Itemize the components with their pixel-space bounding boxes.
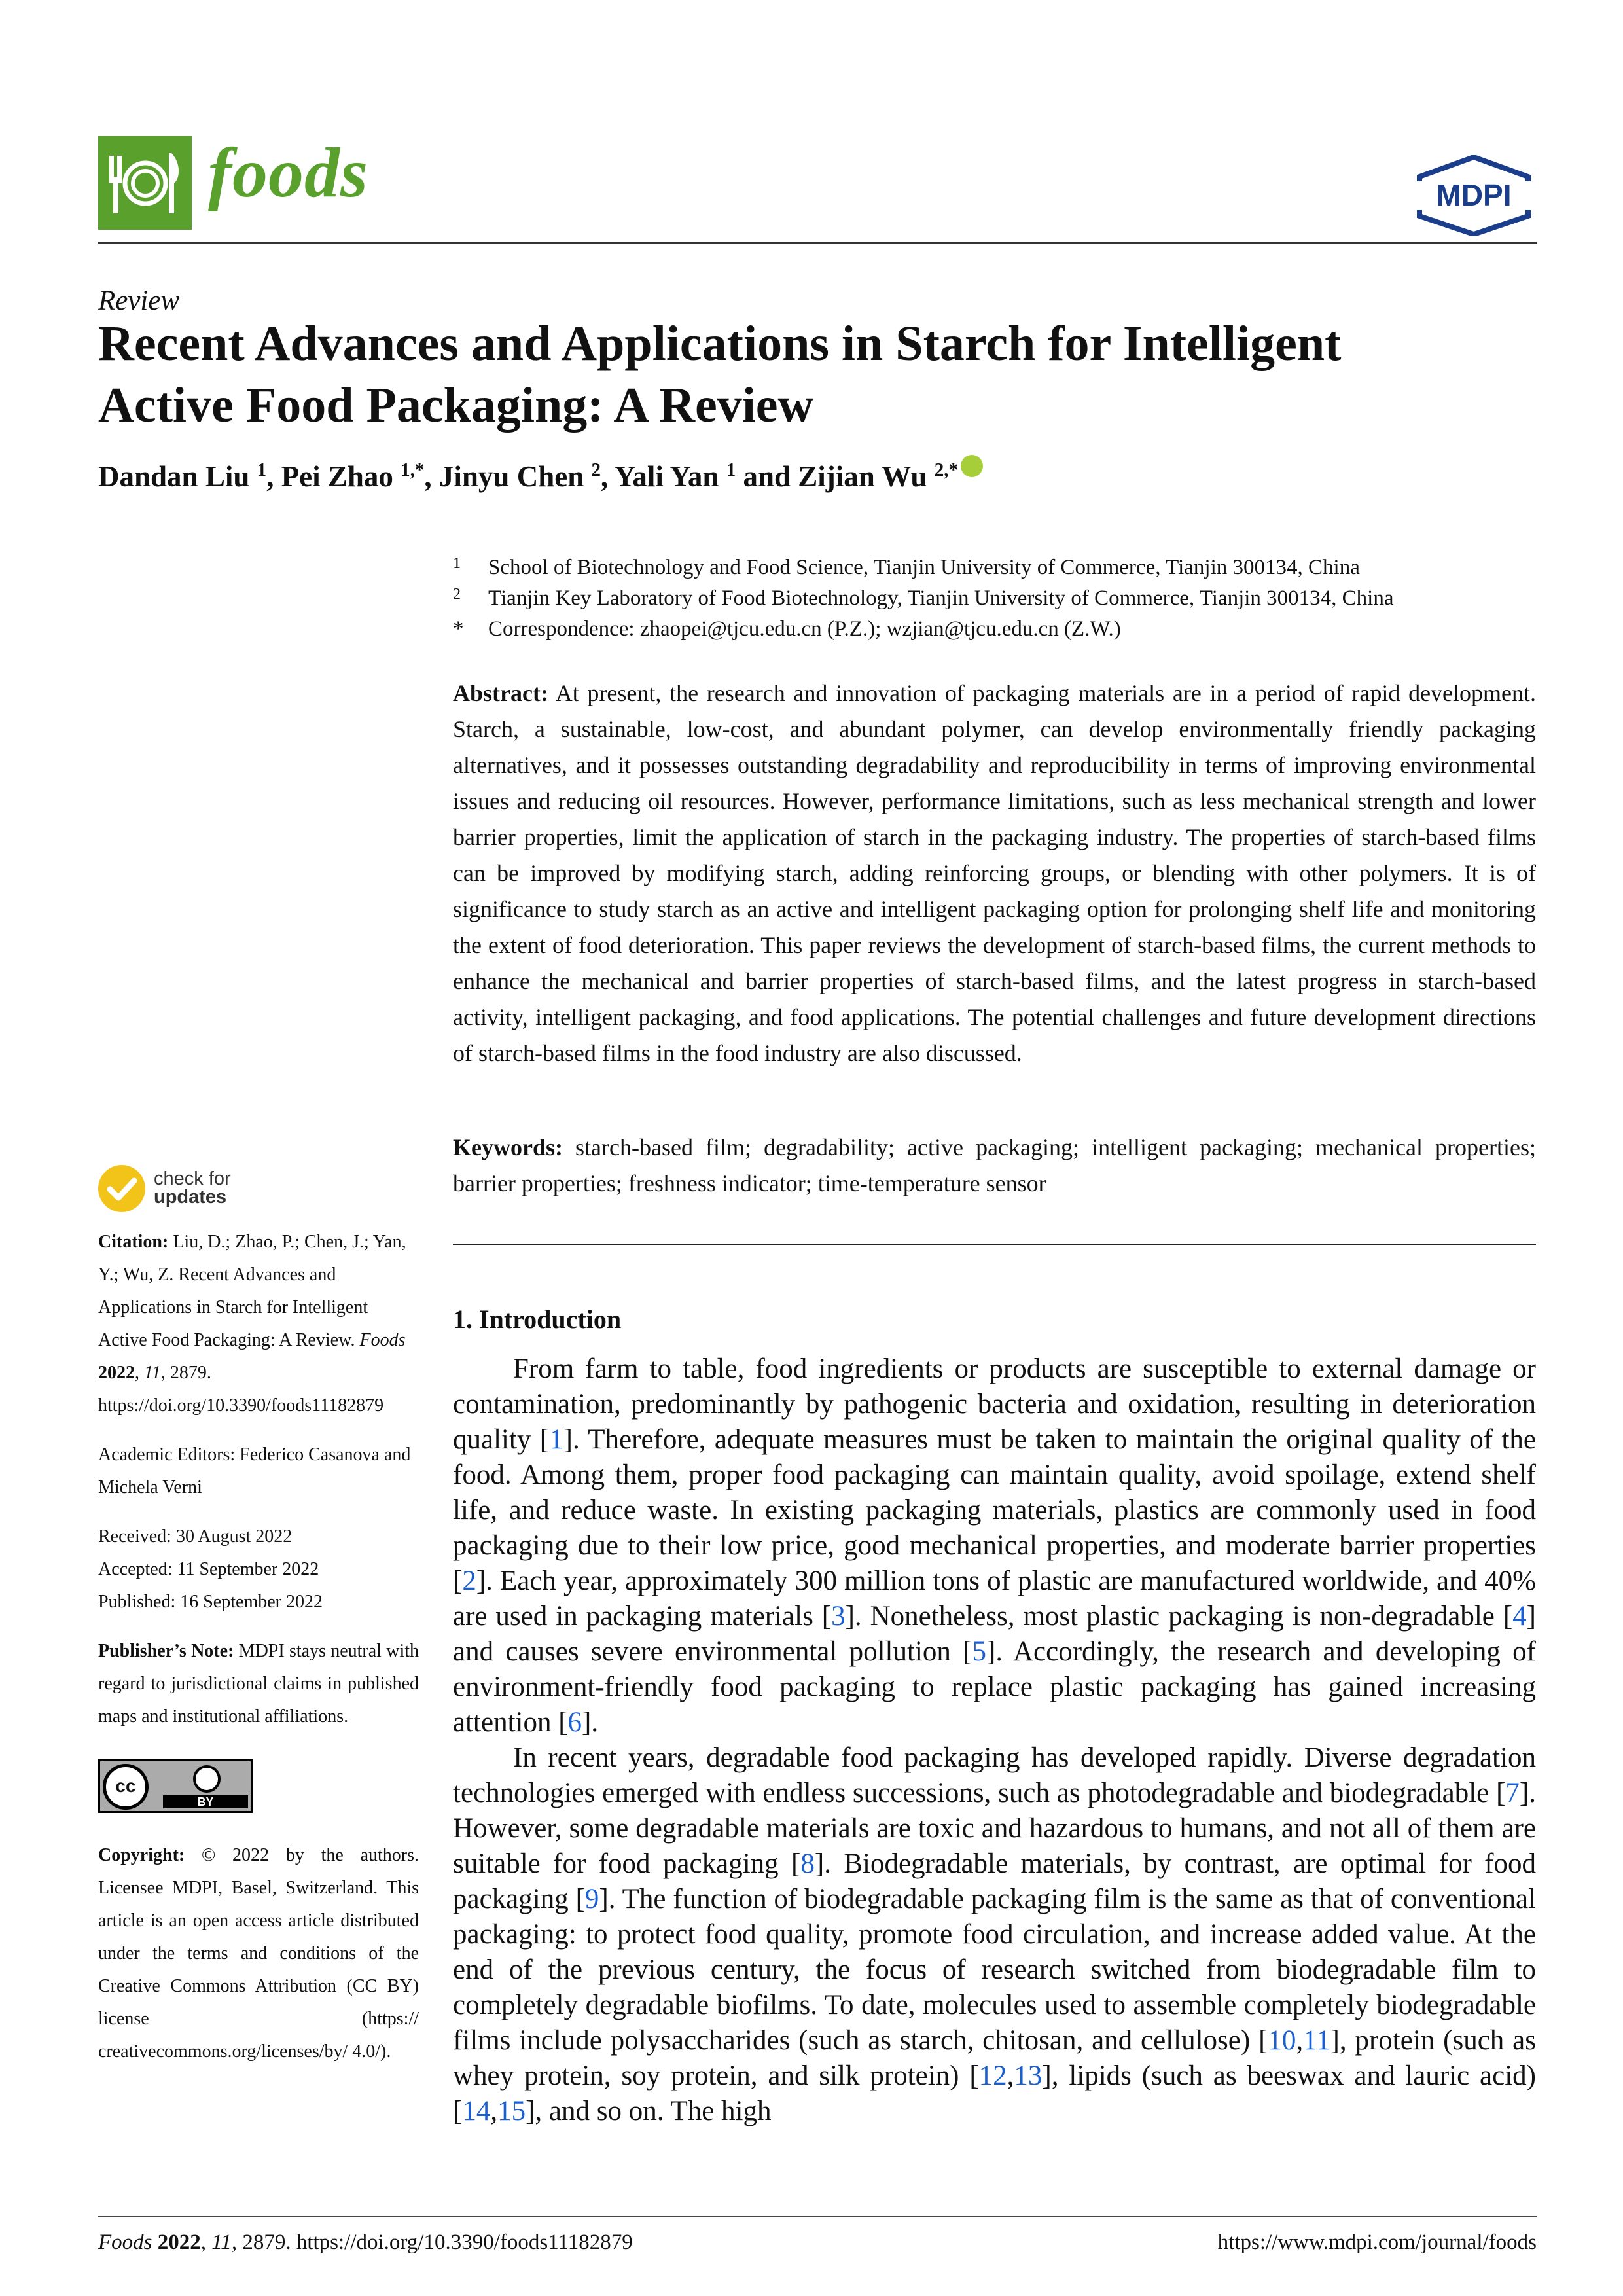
check-for-updates-line2: updates <box>154 1187 227 1208</box>
cc-icon: cc <box>103 1764 149 1810</box>
sidebar <box>98 1226 419 2068</box>
citation-link[interactable]: 3 <box>831 1601 846 1632</box>
body-text-run: ]. Biodegradable materials, by contrast, are optimal for food packaging [ <box>453 1848 1536 1914</box>
affiliations <box>453 553 1539 645</box>
academic-editors: Academic Editors: Federico Casanova and Michela Verni <box>98 1444 411 1498</box>
body-text-run: ], and so on. The high <box>526 2096 772 2126</box>
orcid-icon[interactable] <box>961 455 983 477</box>
author-name[interactable]: Yali Yan <box>614 460 719 493</box>
citation-link[interactable]: 5 <box>972 1636 986 1667</box>
body-text-run: From farm to table, food ingredients or products are susceptible to external damage or contamination, predominantly by pathogenic bacteria and oxidation, resulting in deterioration quality [ <box>453 1354 1536 1455</box>
citation-link[interactable]: 14 <box>462 2096 491 2126</box>
affiliation-mark: 2 <box>453 586 461 603</box>
affiliation-mark: 1 <box>453 555 461 572</box>
author-name[interactable]: Dandan Liu <box>98 460 250 493</box>
body-text <box>453 1352 1536 2129</box>
check-for-updates-badge[interactable] <box>98 1165 255 1213</box>
affiliation-item <box>453 584 1539 615</box>
body-text-run: , <box>1296 2025 1304 2056</box>
body-text-run: ]. Therefore, adequate measures must be taken to maintain the original quality of the food. Among them, proper food packaging can maintain quality, avoid spoilage, extend shelf life, and reduce waste. In existing packaging materials, plastics are commonly used in food packaging due to their low price, good mechanical properties, and moderate barrier properties [ <box>453 1424 1537 1596</box>
paper-title-line-2: Active Food Packaging: A Review <box>98 378 814 433</box>
body-text-run: ]. <box>582 1707 599 1738</box>
section-divider <box>453 1244 1536 1245</box>
journal-logo <box>98 136 192 230</box>
publisher-note: Publisher’s Note: MDPI stays neutral with regard to jurisdictional claims in published maps and institutional affiliations. <box>98 1641 419 1727</box>
abstract-label: Abstract: <box>453 680 548 706</box>
citation-link[interactable]: 10 <box>1268 2025 1296 2056</box>
citation-link[interactable]: 6 <box>567 1707 582 1738</box>
body-text-run: ]. Accordingly, the research and developing of environment-friendly food packaging to replace plastic packaging has gained increasing attention [ <box>453 1636 1536 1738</box>
body-paragraph <box>453 1352 1536 1740</box>
copyright-block: Copyright: © 2022 by the authors. Licensee MDPI, Basel, Switzerland. This article is an open access article distributed under the terms and conditions of the Creative Commons Attribution (CC BY) license (https:// creativecommons.org/licenses/by/ 4.0/). <box>98 1845 419 2062</box>
keywords <box>453 1130 1536 1202</box>
body-text-run: , <box>490 2096 498 2126</box>
citation-doi[interactable]: , 2879. https://doi.org/10.3390/foods11182879 <box>98 1363 384 1416</box>
citation-link[interactable]: 2 <box>462 1566 476 1596</box>
body-paragraph <box>453 1740 1536 2129</box>
cc-by-license-badge[interactable] <box>98 1759 253 1813</box>
affiliation-item <box>453 553 1539 584</box>
published-date: Published: 16 September 2022 <box>98 1592 323 1612</box>
correspondence-text[interactable]: Correspondence: zhaopei@tjcu.edu.cn (P.Z.); wzjian@tjcu.edu.cn (Z.W.) <box>488 617 1121 641</box>
author-affiliation-mark: 2,* <box>934 459 958 480</box>
paper-title-line-1: Recent Advances and Applications in Starch for Intelligent <box>98 316 1342 371</box>
affiliation-text: Tianjin Key Laboratory of Food Biotechnology, Tianjin University of Commerce, Tianjin 300134, China <box>488 586 1394 610</box>
article-type: Review <box>98 285 180 316</box>
mdpi-logo <box>1412 155 1536 236</box>
footer-journal-url[interactable]: https://www.mdpi.com/journal/foods <box>1217 2231 1537 2254</box>
keywords-label: Keywords: <box>453 1134 563 1160</box>
author-name[interactable]: Jinyu Chen <box>438 460 584 493</box>
body-text-run: , <box>1007 2060 1014 2091</box>
correspondence-mark: * <box>453 617 464 641</box>
author-affiliation-mark: 1 <box>257 459 267 480</box>
body-text-run: ], protein (such as whey protein, soy protein, and silk protein) [ <box>453 2025 1536 2091</box>
received-date: Received: 30 August 2022 <box>98 1526 293 1547</box>
citation-block: Citation: Liu, D.; Zhao, P.; Chen, J.; Yan, Y.; Wu, Z. Recent Advances and Applications in Starch for Intelligent Active Food Packaging: A Review. Foods 2022, 11, 2879. https://doi.org/10.3390/foods11182879 <box>98 1232 406 1416</box>
body-text-run: ]. The function of biodegradable packaging film is the same as that of conventional packaging: to protect food quality, promote food circulation, and increase added value. At the end of the previous century, the focus of research switched from biodegradable film to completely degradable biofilms. To date, molecules used to assemble completely biodegradable films include polysaccharides (such as starch, chitosan, and cellulose) [ <box>453 1884 1536 2056</box>
section-heading: 1. Introduction <box>453 1304 622 1334</box>
citation-label: Citation: <box>98 1232 169 1252</box>
correspondence-item <box>453 615 1539 645</box>
footer-divider <box>98 2216 1537 2217</box>
accepted-date: Accepted: 11 September 2022 <box>98 1559 319 1579</box>
author-affiliation-mark: 1 <box>726 459 736 480</box>
footer-citation: Foods 2022, 11, 2879. https://doi.org/10.3390/foods11182879 <box>98 2231 633 2254</box>
journal-name: foods <box>208 134 368 212</box>
author-name[interactable]: Pei Zhao <box>281 460 393 493</box>
author-affiliation-mark: 1,* <box>401 459 425 480</box>
body-text-run: ]. Nonetheless, most plastic packaging is non-degradable [ <box>845 1601 1513 1632</box>
header-divider <box>98 242 1537 244</box>
citation-link[interactable]: 15 <box>497 2096 526 2126</box>
footer-doi-link[interactable]: , 2879. https://doi.org/10.3390/foods11182879 <box>231 2231 633 2254</box>
author-list: Dandan Liu $^1$, Pei Zhao $^{1,*}$, Jinyu Chen $^2$, Yali Yan $^1$ and Zijian Wu $^{2,*}$ <box>98 455 983 493</box>
affiliation-text: School of Biotechnology and Food Science, Tianjin University of Commerce, Tianjin 300134, China <box>488 556 1360 579</box>
citation-link[interactable]: 13 <box>1014 2060 1043 2091</box>
checkmark-icon <box>98 1165 145 1212</box>
paper-title <box>98 313 1538 436</box>
body-text-run: In recent years, degradable food packaging has developed rapidly. Diverse degradation technologies emerged with endless successions, such as photodegradable and biodegradable [ <box>453 1742 1536 1808</box>
mdpi-logo-text: MDPI <box>1436 178 1512 212</box>
author-affiliation-mark: 2 <box>591 459 601 480</box>
by-label: BY <box>163 1795 248 1808</box>
abstract-text: At present, the research and innovation of packaging materials are in a period of rapid development. Starch, a sustainable, low-cost, and abundant polymer, can develop environmentally friendly packaging alternatives, and it possesses outstanding degradability and reproducibility in terms of improving environmental issues and reducing oil resources. However, performance limitations, such as less mechanical strength and lower barrier properties, limit the application of starch in the packaging industry. The properties of starch-based films can be improved by modifying starch, adding reinforcing groups, or blending with other polymers. It is of significance to study starch as an active and intelligent packaging option for prolonging shelf life and monitoring the extent of food deterioration. This paper reviews the development of starch-based films, the current methods to enhance the mechanical and barrier properties of starch-based films, and the latest progress in starch-based activity, intelligent packaging, and food applications. The potential challenges and future development directions of starch-based films in the food industry are also discussed. <box>453 680 1537 1066</box>
citation-link[interactable]: 7 <box>1505 1778 1520 1808</box>
citation-link[interactable]: 1 <box>549 1424 563 1455</box>
citation-link[interactable]: 12 <box>978 2060 1007 2091</box>
body-text-run: ]. Each year, approximately 300 million tons of plastic are manufactured worldwide, and 40% are used in packaging materials [ <box>453 1566 1536 1632</box>
citation-link[interactable]: 9 <box>584 1884 599 1914</box>
citation-link[interactable]: 4 <box>1512 1601 1527 1632</box>
body-text-run: ] and causes severe environmental pollution [ <box>453 1601 1536 1667</box>
citation-link[interactable]: 8 <box>800 1848 815 1879</box>
citation-link[interactable]: 11 <box>1303 2025 1330 2056</box>
abstract <box>453 675 1536 1071</box>
body-text-run: ], lipids (such as beeswax and lauric acid) [ <box>453 2060 1536 2126</box>
keywords-text: starch-based film; degradability; active packaging; intelligent packaging; mechanical properties; barrier properties; freshness indicator; time-temperature sensor <box>453 1134 1536 1196</box>
body-text-run: ]. However, some degradable materials are toxic and hazardous to humans, and not all of them are suitable for food packaging [ <box>453 1778 1536 1879</box>
check-for-updates-line1: check for <box>154 1168 231 1189</box>
attribution-person-icon <box>193 1765 221 1793</box>
plate-cutlery-icon <box>98 136 192 230</box>
author-name[interactable]: Zijian Wu <box>798 460 927 493</box>
